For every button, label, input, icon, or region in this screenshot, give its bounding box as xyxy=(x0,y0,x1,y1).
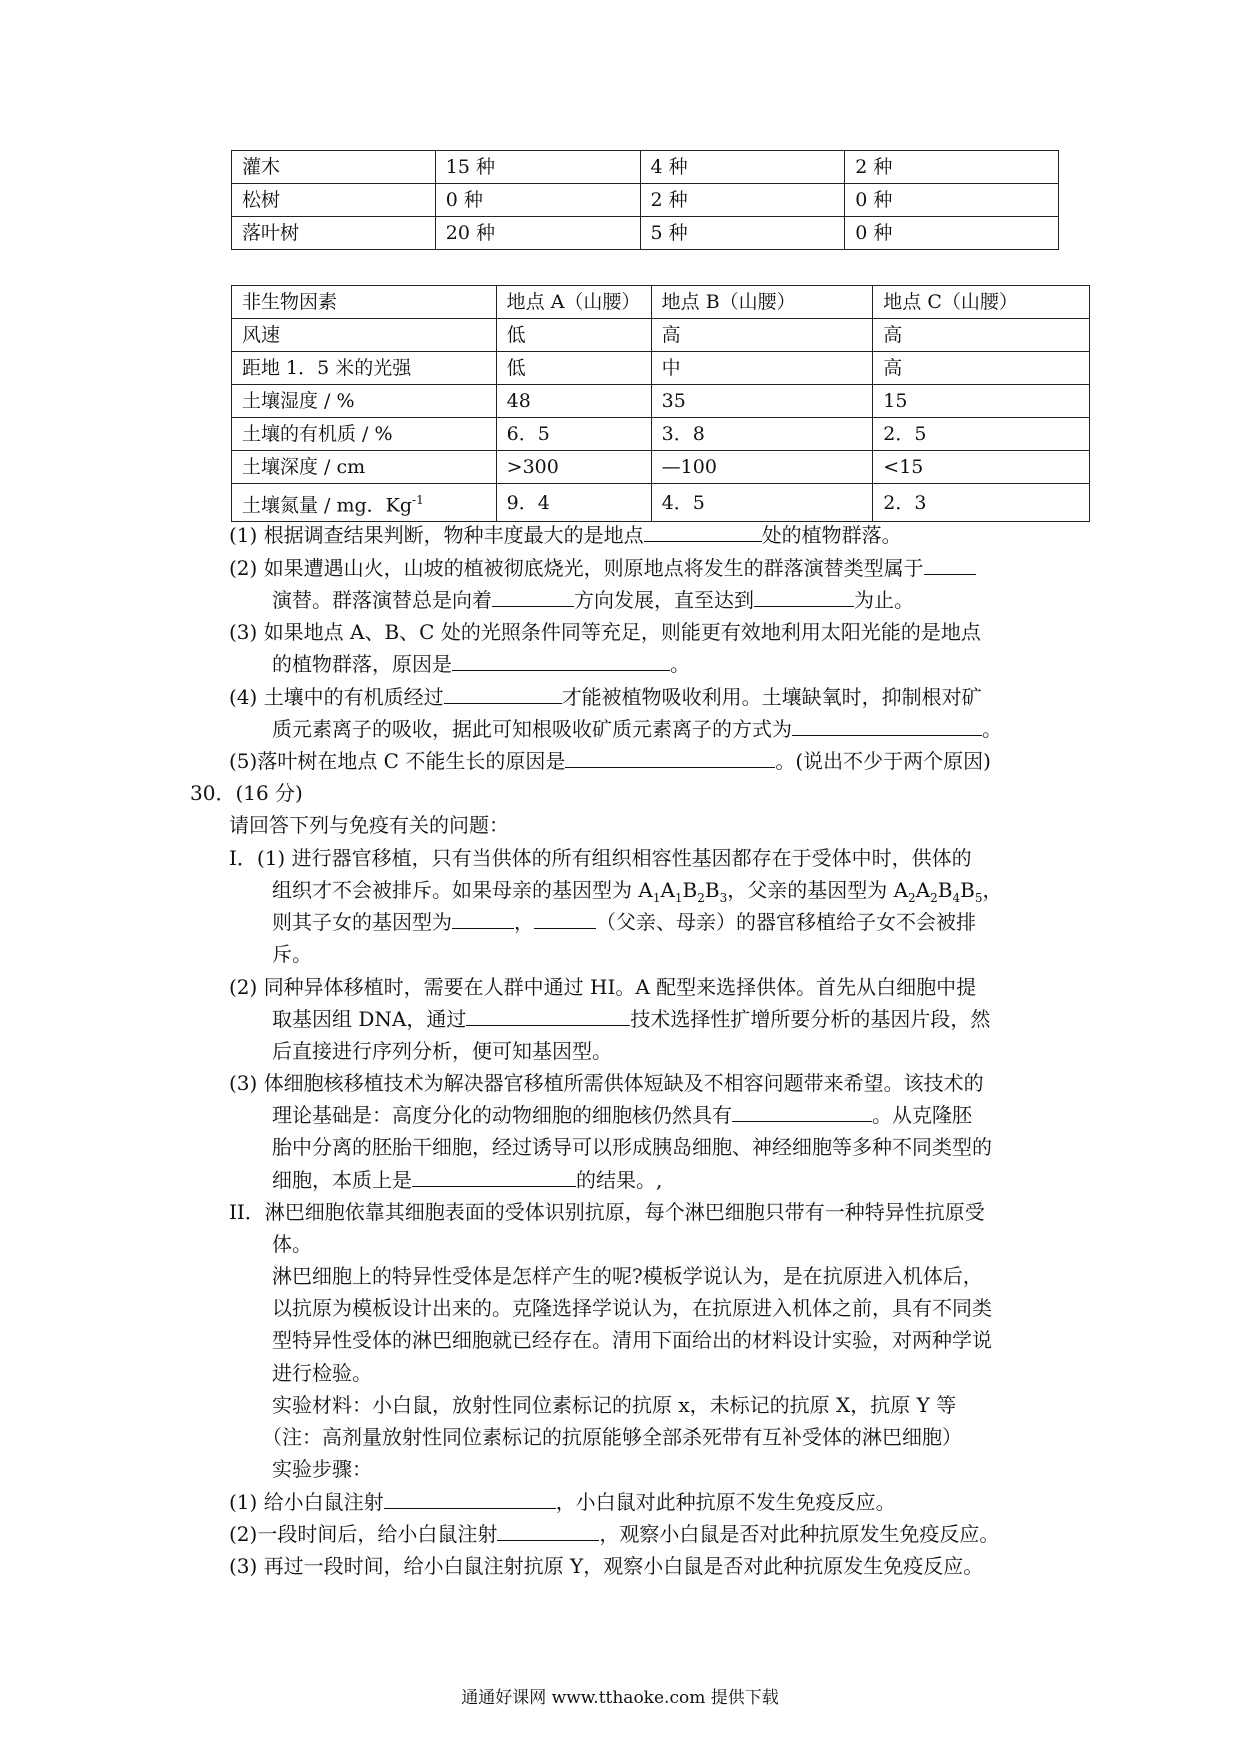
table-cell: 风速 xyxy=(232,319,497,352)
question-text: 处的植物群落。 xyxy=(761,523,902,547)
page-footer: 通通好课网 www.tthaoke.com 提供下载 xyxy=(461,1688,779,1708)
table-cell: 6．5 xyxy=(496,418,651,451)
answer-blank[interactable] xyxy=(452,648,670,671)
table-row xyxy=(232,418,1090,451)
question-text: ， xyxy=(514,910,534,934)
table-row xyxy=(232,352,1090,385)
experiment-note: （注：高剂量放射性同位素标记的抗原能够全部杀死带有互补受体的淋巴细胞） xyxy=(262,1425,962,1449)
question-text: 质元素离子的吸收，据此可知根吸收矿质元素离子的方式为 xyxy=(272,717,792,741)
table-row xyxy=(232,451,1090,484)
table-cell: 9．4 xyxy=(496,484,651,522)
table-cell: 高 xyxy=(873,319,1090,352)
gene-symbol: B xyxy=(960,878,975,902)
answer-blank[interactable] xyxy=(444,681,562,704)
question-text: 的植物群落，原因是 xyxy=(272,652,452,676)
table-cell: 土壤的有机质 / % xyxy=(232,418,497,451)
part-i-1-end: 斥。 xyxy=(272,942,312,966)
step-1 xyxy=(229,1486,896,1518)
question-text: 。(说出不少于两个原因) xyxy=(775,749,991,773)
table-cell: 5 种 xyxy=(640,217,845,250)
answer-blank[interactable] xyxy=(754,584,854,607)
question-text: 。 xyxy=(670,652,690,676)
row-label: 土壤氮量 / mg．Kg xyxy=(242,494,413,517)
question-text: 。 xyxy=(982,717,1002,741)
question-29-3 xyxy=(229,616,981,648)
subscript: 4 xyxy=(952,891,961,905)
question-text: 则其子女的基因型为 xyxy=(272,910,452,934)
part-ii-text: 型特异性受体的淋巴细胞就已经存在。清用下面给出的材料设计实验，对两种学说 xyxy=(272,1328,992,1352)
question-text: 演替。群落演替总是向着 xyxy=(272,588,492,612)
step-2 xyxy=(229,1518,999,1550)
table-row xyxy=(232,385,1090,418)
table-cell: 土壤湿度 / % xyxy=(232,385,497,418)
table-cell: 地点 A（山腰） xyxy=(496,286,651,319)
unit-superscript: -1 xyxy=(412,493,424,507)
part-i-3-cont2: 胎中分离的胚胎干细胞，经过诱导可以形成胰岛细胞、神经细胞等多种不同类型的 xyxy=(272,1135,992,1159)
table-header-row xyxy=(232,286,1090,319)
part-ii-text: 淋巴细胞上的特异性受体是怎样产生的呢?模板学说认为，是在抗原进入机体后， xyxy=(272,1264,983,1288)
table-row xyxy=(232,151,1059,184)
question-text: (1) 给小白鼠注射 xyxy=(229,1490,384,1514)
answer-blank[interactable] xyxy=(466,1003,630,1026)
subscript: 3 xyxy=(719,891,728,905)
abiotic-factors-table xyxy=(231,285,1090,522)
question-text: (5)落叶树在地点 C 不能生长的原因是 xyxy=(229,749,566,773)
experiment-steps-title: 实验步骤： xyxy=(272,1457,372,1481)
question-29-4 xyxy=(229,681,982,713)
part-i-3: (3) 体细胞核移植技术为解决器官移植所需供体短缺及不相容问题带来希望。该技术的 xyxy=(229,1071,984,1095)
table-cell: 2．5 xyxy=(873,418,1090,451)
question-30-intro: 请回答下列与免疫有关的问题： xyxy=(229,813,509,837)
table-row xyxy=(232,217,1059,250)
answer-blank[interactable] xyxy=(732,1099,872,1122)
part-i-2: (2) 同种异体移植时，需要在人群中通过 HI。A 配型来选择供体。首先从白细胞中提 xyxy=(229,975,977,999)
table-cell: 土壤深度 / cm xyxy=(232,451,497,484)
question-text: (4) 土壤中的有机质经过 xyxy=(229,685,444,709)
table-cell: 落叶树 xyxy=(232,217,436,250)
table-cell: 非生物因素 xyxy=(232,286,497,319)
question-29-5 xyxy=(229,745,991,777)
table-cell: 20 种 xyxy=(435,217,640,250)
part-ii-text: 以抗原为模板设计出来的。克隆选择学说认为，在抗原进入机体之前，具有不同类 xyxy=(272,1296,992,1320)
question-text: (3) 如果地点 A、B、C 处的光照条件同等充足，则能更有效地利用太阳光能的是地点 xyxy=(229,620,981,644)
question-text: (2) 如果遭遇山火，山坡的植被彻底烧光，则原地点将发生的群落演替类型属于 xyxy=(229,556,924,580)
table-cell: 中 xyxy=(651,352,873,385)
question-29-2 xyxy=(229,552,976,584)
part-ii-1-cont: 体。 xyxy=(272,1232,312,1256)
subscript: 5 xyxy=(974,891,983,905)
question-29-4-cont xyxy=(272,713,1002,745)
question-text: ，小白鼠对此种抗原不发生免疫反应。 xyxy=(555,1490,896,1514)
gene-symbol: B xyxy=(682,878,698,902)
table-cell: 0 种 xyxy=(845,217,1059,250)
table-cell: 35 xyxy=(651,385,873,418)
question-text: ，观察小白鼠是否对此种抗原发生免疫反应。 xyxy=(599,1522,1000,1546)
part-ii-text: 进行检验。 xyxy=(272,1361,372,1385)
table-row xyxy=(232,184,1059,217)
table-cell: 15 xyxy=(873,385,1090,418)
table-cell: 灌木 xyxy=(232,151,436,184)
part-i-1: I．(1) 进行器官移植，只有当供体的所有组织相容性基因都存在于受体中时，供体的 xyxy=(229,846,972,870)
question-text: (1) 根据调查结果判断，物种丰度最大的是地点 xyxy=(229,523,644,547)
table-cell: 0 种 xyxy=(845,184,1059,217)
question-text: 理论基础是：高度分化的动物细胞的细胞核仍然具有 xyxy=(272,1103,732,1127)
question-text: ， xyxy=(982,878,1003,902)
table-cell: 高 xyxy=(873,352,1090,385)
table-cell: <15 xyxy=(873,451,1090,484)
table-cell: 4．5 xyxy=(651,484,873,522)
question-text: 组织才不会被排斥。如果母亲的基因型为 A xyxy=(272,878,653,902)
table-row xyxy=(232,319,1090,352)
question-30-header: 30．(16 分) xyxy=(190,781,303,805)
gene-symbol: B xyxy=(704,878,720,902)
answer-blank[interactable] xyxy=(924,552,976,575)
question-text: (2)一段时间后，给小白鼠注射 xyxy=(229,1522,498,1546)
question-text: 取基因组 DNA，通过 xyxy=(272,1007,467,1031)
question-text: 。从克隆胚 xyxy=(872,1103,972,1127)
table-cell: 松树 xyxy=(232,184,436,217)
table-row xyxy=(232,484,1090,522)
gene-symbol: B xyxy=(937,878,953,902)
table-cell: 高 xyxy=(651,319,873,352)
answer-blank[interactable] xyxy=(792,713,982,736)
question-text: 才能被植物吸收利用。土壤缺氧时，抑制根对矿 xyxy=(561,685,982,709)
table-cell: 48 xyxy=(496,385,651,418)
gene-symbol: A xyxy=(915,878,931,902)
question-29-2-cont xyxy=(272,584,914,616)
gene-symbol: A xyxy=(660,878,675,902)
table-cell: >300 xyxy=(496,451,651,484)
part-i-3-cont xyxy=(272,1099,972,1131)
table-cell: 低 xyxy=(496,352,651,385)
subscript: 2 xyxy=(697,891,705,905)
table-cell: 地点 C（山腰） xyxy=(873,286,1090,319)
question-text: （父亲、母亲）的器官移植给子女不会被排 xyxy=(596,910,976,934)
question-29-3-cont xyxy=(272,648,690,680)
experiment-materials: 实验材料：小白鼠，放射性同位素标记的抗原 x，未标记的抗原 X，抗原 Y 等 xyxy=(272,1393,957,1417)
table-cell: 低 xyxy=(496,319,651,352)
subscript: 1 xyxy=(652,891,661,905)
table-cell: 2 种 xyxy=(845,151,1059,184)
subscript: 2 xyxy=(908,891,916,905)
table-cell: 2．3 xyxy=(873,484,1090,522)
answer-blank[interactable] xyxy=(497,1518,599,1541)
part-ii-1: II．淋巴细胞依靠其细胞表面的受体识别抗原，每个淋巴细胞只带有一种特异性抗原受 xyxy=(229,1200,985,1224)
table-cell: 地点 B（山腰） xyxy=(651,286,873,319)
subscript: 2 xyxy=(930,891,938,905)
answer-blank[interactable] xyxy=(644,519,762,542)
answer-blank[interactable] xyxy=(534,906,596,929)
answer-blank[interactable] xyxy=(412,1164,576,1187)
table-cell: 15 种 xyxy=(435,151,640,184)
question-text: 细胞，本质上是 xyxy=(272,1168,412,1192)
answer-blank[interactable] xyxy=(492,584,574,607)
table-cell: —100 xyxy=(651,451,873,484)
answer-blank[interactable] xyxy=(452,906,514,929)
question-text: 方向发展，直至达到 xyxy=(574,588,754,612)
question-text: 技术选择性扩增所要分析的基因片段，然 xyxy=(630,1007,991,1031)
species-table xyxy=(231,150,1059,250)
step-3: (3) 再过一段时间，给小白鼠注射抗原 Y，观察小白鼠是否对此种抗原发生免疫反应。 xyxy=(229,1554,984,1578)
table-cell: 距地 1．5 米的光强 xyxy=(232,352,497,385)
answer-blank[interactable] xyxy=(384,1486,556,1509)
table-cell xyxy=(232,484,497,522)
subscript: 1 xyxy=(674,891,683,905)
part-i-1-cont xyxy=(272,906,976,938)
answer-blank[interactable] xyxy=(565,745,775,768)
question-text: 为止。 xyxy=(854,588,914,612)
table-cell: 2 种 xyxy=(640,184,845,217)
question-text: ，父亲的基因型为 A xyxy=(727,878,909,902)
table-cell: 3．8 xyxy=(651,418,873,451)
question-text: 的结果。, xyxy=(576,1168,663,1192)
table-cell: 4 种 xyxy=(640,151,845,184)
question-29-1 xyxy=(229,519,902,551)
part-i-2-end: 后直接进行序列分析，便可知基因型。 xyxy=(272,1039,612,1063)
part-i-3-end xyxy=(272,1164,662,1196)
table-cell: 0 种 xyxy=(435,184,640,217)
part-i-2-cont xyxy=(272,1003,990,1035)
